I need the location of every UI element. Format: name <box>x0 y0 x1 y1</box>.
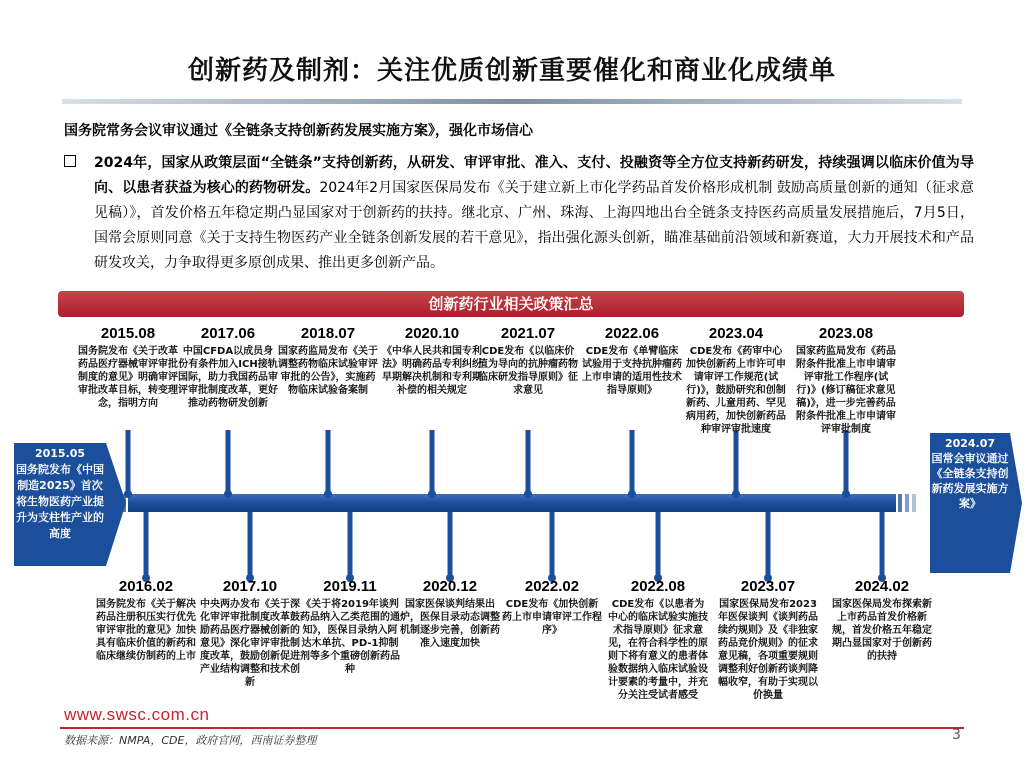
top-event-pin <box>324 430 332 498</box>
top-event-pin <box>224 430 232 498</box>
top-event-date: 2017.06 <box>200 325 256 342</box>
bottom-event-description: 国家医保谈判结果出炉，医保目录动态调整机制逐步完善，创新药准入速度加快 <box>400 599 500 649</box>
top-event-description: 国家药监局发布《关于调整药物临床试验审评审批的公告》，实施药物临床试验备案制 <box>278 346 378 396</box>
bottom-event-date: 2016.02 <box>118 578 174 595</box>
bottom-event-pin <box>142 512 150 582</box>
timeline-axis <box>128 494 896 512</box>
top-event-date: 2020.10 <box>404 325 460 342</box>
policy-banner: 创新药行业相关政策汇总 <box>58 291 964 317</box>
start-arrow-tip <box>106 443 126 566</box>
bottom-event-date: 2020.12 <box>422 578 478 595</box>
bottom-event-description: 国家医保局发布2023年医保谈判《谈判药品续约规则》及《非独家药品竞价规则》的征求意见稿，各项重要规则调整利好创新药谈判降幅收窄，有助于实现以价换量 <box>718 599 818 701</box>
bottom-event-pin <box>878 512 886 582</box>
top-event-description: 国务院发布《关于改革药品医疗器械审评审批制度的意见》明确审评审批改革目标，转变理念，指明方向 <box>78 346 178 409</box>
bottom-event-description: CDE发布《以患者为中心的临床试验实施技术指导原则》征求意见，在符合科学性的原则下将有意义的患者体验数据纳入临床试验设计要素的考量中，并充分关注受试者感受 <box>608 599 708 701</box>
bottom-event-date: 2017.10 <box>222 578 278 595</box>
page-number: 3 <box>952 727 961 743</box>
top-event-pin <box>842 430 850 498</box>
timeline-end-label: 2024.07 国常会审议通过《全链条支持创新药发展实施方案》 <box>931 437 1009 510</box>
bottom-event-description: CDE发布《加快创新药上市申请审评工作程序》 <box>502 599 602 636</box>
timeline-start-label: 2015.05 国务院发布《中国制造2025》首次将生物医药产业提升为支柱性产业的高度 <box>16 447 104 540</box>
bottom-event-date: 2019.11 <box>323 578 377 595</box>
summary-bold-text: 2024年，国家从政策层面“全链条”支持创新药，从研发、审评审批、准入、支付、投融资等全方位支持新药研发，持续强调以临床价值为导向、以患者获益为核心的药物研发。 <box>94 155 974 196</box>
section-subtitle: 国务院常务会议审议通过《全链条支持创新药发展实施方案》，强化市场信心 <box>64 123 533 139</box>
top-event-date: 2018.07 <box>300 325 356 342</box>
bottom-event-pin <box>246 512 254 582</box>
bottom-event-date: 2022.02 <box>524 578 580 595</box>
top-event-date: 2015.08 <box>100 325 156 342</box>
bottom-event-description: 中央两办发布《关于深化审评审批制度改革鼓励药品医疗器械创新的意见》深化审评审批制度改革，鼓励创新促进产业结构调整和技术创新 <box>200 599 300 688</box>
timeline-right-fade <box>898 494 916 512</box>
timeline-start-box <box>14 443 106 566</box>
top-event-date: 2022.06 <box>604 325 660 342</box>
bottom-event-pin <box>764 512 772 582</box>
bottom-event-pin <box>548 512 556 582</box>
top-event-description: 国家药监局发布《药品附条件批准上市申请审评审批工作程序(试行)》(修订稿征求意见稿)》，进一步完善药品附条件批准上市申请审评审批制度 <box>796 346 896 435</box>
bottom-event-pin <box>446 512 454 582</box>
top-event-description: 《中华人民共和国专利法》明确药品专利纠纷早期解决机制和专利期补偿的相关规定 <box>382 346 482 396</box>
bottom-event-description: 《关于将2019年谈判药品纳入乙类范围的通知》，医保目录纳入阿达木单抗、PD-1抑制剂等多个重磅创新药品种 <box>300 599 400 675</box>
bottom-event-date: 2024.02 <box>854 578 910 595</box>
top-event-pin <box>732 430 740 498</box>
bottom-event-date: 2022.08 <box>630 578 686 595</box>
summary-normal-text: 2024年2月国家医保局发布《关于建立新上市化学药品首发价格形成机制 鼓励高质量创新的通知（征求意见稿）》，首发价格五年稳定期凸显国家对于创新药的扶持。继北京、广州、珠海、上海四地出台全链条支持医药高质量发展措施后，7月5日，国常会原则同意《关于支持生物医药产业全链条创新发展的若干意见》，指出强化源头创新，瞄准基础前沿领域和新赛道，大力开展技术和产品研发攻关，力争取得更多原创成果、推出更多创新产品。 <box>94 180 975 271</box>
top-event-description: CDE发布《药审中心加快创新药上市许可申请审评工作规范(试行)》，鼓励研究和创制新药、儿童用药、罕见病用药，加快创新药品种审评审批速度 <box>686 346 786 435</box>
top-event-description: CDE发布《以临床价值为导向的抗肿瘤药物临床研发指导原则》征求意见 <box>478 346 578 396</box>
top-event-description: CDE发布《单臂临床试验用于支持抗肿瘤药上市申请的适用性技术指导原则》 <box>582 346 682 396</box>
bottom-event-description: 国家医保局发布探索新上市药品首发价格新规，首发价格五年稳定期凸显国家对于创新药的扶持 <box>832 599 932 662</box>
top-event-description: 中国CFDA以成员身份有条件加入ICH接轨国际，助力我国药品审评审批制度改革，更好推动药物研发创新 <box>178 346 278 409</box>
bottom-event-pin <box>346 512 354 582</box>
bottom-event-date: 2023.07 <box>740 578 796 595</box>
top-event-date: 2021.07 <box>500 325 556 342</box>
end-arrow-point <box>1010 433 1022 573</box>
timeline-end-box <box>930 433 1010 573</box>
top-event-pin <box>428 430 436 498</box>
top-event-date: 2023.08 <box>818 325 874 342</box>
top-event-pin <box>124 430 132 498</box>
footer-url[interactable]: www.swsc.com.cn <box>64 705 210 724</box>
data-source: 数据来源：NMPA，CDE，政府官网，西南证券整理 <box>64 734 317 747</box>
page-title: 创新药及制剂：关注优质创新重要催化和商业化成绩单 <box>187 56 836 86</box>
top-event-date: 2023.04 <box>708 325 764 342</box>
top-event-pin <box>628 430 636 498</box>
top-event-pin <box>524 430 532 498</box>
bottom-event-pin <box>654 512 662 582</box>
bottom-event-description: 国务院发布《关于解决药品注册积压实行优先审评审批的意见》加快具有临床价值的新药和临床继续仿制药的上市 <box>96 599 196 662</box>
footer-divider <box>60 727 964 729</box>
